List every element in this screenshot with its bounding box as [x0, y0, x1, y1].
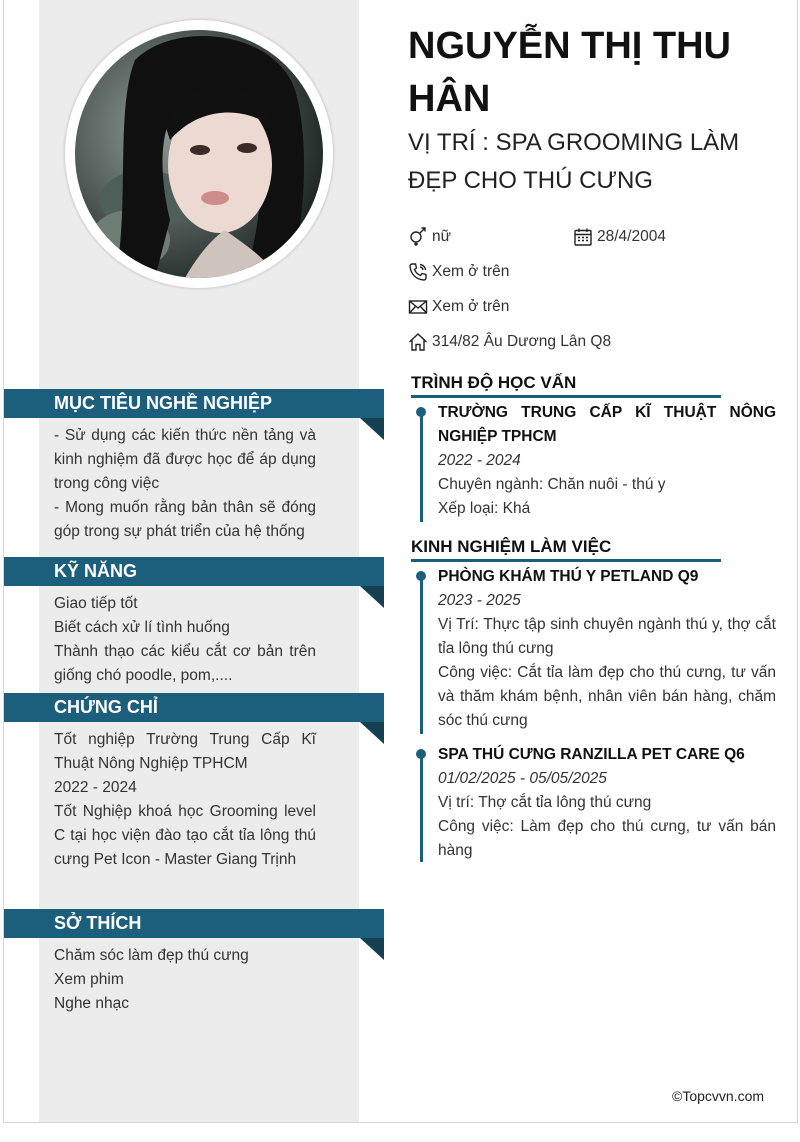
- birthday-value: 28/4/2004: [597, 228, 666, 245]
- experience-date: 2023 - 2025: [438, 592, 521, 609]
- experience-entry: [438, 565, 776, 733]
- avatar: [75, 30, 323, 278]
- experience-date: 01/02/2025 - 05/05/2025: [438, 770, 607, 787]
- objective-line: - Sử dụng các kiến thức nền tảng và kinh nghiệm đã được học để áp dụng trong công việc: [54, 427, 316, 492]
- skills-fold: [360, 586, 384, 608]
- education-timeline: [420, 408, 423, 522]
- email-row: [408, 296, 509, 318]
- skill-item: Biết cách xử lí tình huống: [54, 619, 230, 636]
- job-position: VỊ TRÍ : SPA GROOMING LÀM ĐẸP CHO THÚ CƯNG: [408, 129, 740, 194]
- experience-timeline: [420, 572, 423, 734]
- timeline-dot: [416, 407, 426, 417]
- email-value: Xem ở trên: [432, 298, 510, 315]
- phone-value: Xem ở trên: [432, 263, 510, 280]
- hobby-item: Nghe nhạc: [54, 995, 129, 1012]
- calendar-icon: [573, 227, 593, 247]
- hobbies-text: [54, 944, 316, 1016]
- experience-title: KINH NGHIỆM LÀM VIỆC: [411, 536, 721, 562]
- experience-duty: Công việc: Làm đẹp cho thú cưng, tư vấn bán hàng: [438, 818, 776, 859]
- certs-header: CHỨNG CHỈ: [4, 693, 384, 722]
- hobbies-fold: [360, 938, 384, 960]
- gender-icon: [408, 227, 428, 247]
- objective-text: [54, 424, 316, 544]
- certs-fold: [360, 722, 384, 744]
- objective-line: - Mong muốn rằng bản thân sẽ đóng góp trong sự phát triển của hệ thống: [54, 499, 316, 540]
- cert-item: Tốt Nghiệp khoá học Grooming level C tại học viện đào tạo cắt tỉa lông thú cưng Pet Icon - Master Giang Trịnh: [54, 803, 316, 868]
- phone-icon: [408, 262, 428, 282]
- cv-page: [3, 0, 798, 1123]
- hobbies-header: SỞ THÍCH: [4, 909, 384, 938]
- hobby-item: Xem phim: [54, 971, 124, 988]
- skill-item: Thành thạo các kiểu cắt cơ bản trên giống chó poodle, pom,....: [54, 643, 316, 684]
- gender-row: [408, 226, 451, 248]
- hobby-item: Chăm sóc làm đẹp thú cưng: [54, 947, 249, 964]
- footer-credit: ©Topcvvn.com: [672, 1088, 765, 1104]
- education-grade: Xếp loại: Khá: [438, 500, 531, 517]
- address-row: [408, 331, 611, 353]
- education-major: Chuyên ngành: Chăn nuôi - thú y: [438, 476, 666, 493]
- objective-fold: [360, 418, 384, 440]
- education-entry: [438, 401, 776, 521]
- certs-text: [54, 728, 316, 872]
- experience-timeline: [420, 750, 423, 862]
- skill-item: Giao tiếp tốt: [54, 595, 138, 612]
- objective-header: MỤC TIÊU NGHỀ NGHIỆP: [4, 389, 384, 418]
- experience-role: Vị trí: Thợ cắt tỉa lông thú cưng: [438, 794, 652, 811]
- experience-duty: Công việc: Cắt tỉa làm đẹp cho thú cưng, tư vấn và thăm khám bệnh, nhân viên bán hàng, chăm sóc thú cưng: [438, 664, 776, 729]
- company-name: SPA THÚ CƯNG RANZILLA PET CARE Q6: [438, 746, 745, 763]
- mail-icon: [408, 297, 428, 317]
- school-name: TRƯỜNG TRUNG CẤP KĨ THUẬT NÔNG NGHIỆP TPHCM: [438, 404, 776, 445]
- timeline-dot: [416, 749, 426, 759]
- experience-entry: [438, 743, 776, 863]
- gender-value: nữ: [432, 228, 451, 245]
- candidate-name: NGUYỄN THỊ THU HÂN: [408, 25, 731, 120]
- birthday-row: [573, 226, 666, 248]
- timeline-dot: [416, 571, 426, 581]
- phone-row: [408, 261, 509, 283]
- education-date: 2022 - 2024: [438, 452, 521, 469]
- avatar-frame: [65, 20, 333, 288]
- company-name: PHÒNG KHÁM THÚ Y PETLAND Q9: [438, 568, 699, 585]
- cert-item: Tốt nghiệp Trường Trung Cấp Kĩ Thuật Nông Nghiệp TPHCM: [54, 731, 316, 772]
- skills-header: KỸ NĂNG: [4, 557, 384, 586]
- address-value: 314/82 Âu Dương Lân Q8: [432, 333, 612, 350]
- skills-text: [54, 592, 316, 688]
- education-title: TRÌNH ĐỘ HỌC VẤN: [411, 372, 721, 398]
- cert-item: 2022 - 2024: [54, 779, 137, 796]
- home-icon: [408, 332, 428, 352]
- experience-role: Vị Trí: Thực tập sinh chuyên ngành thú y, thợ cắt tỉa lông thú cưng: [438, 616, 776, 657]
